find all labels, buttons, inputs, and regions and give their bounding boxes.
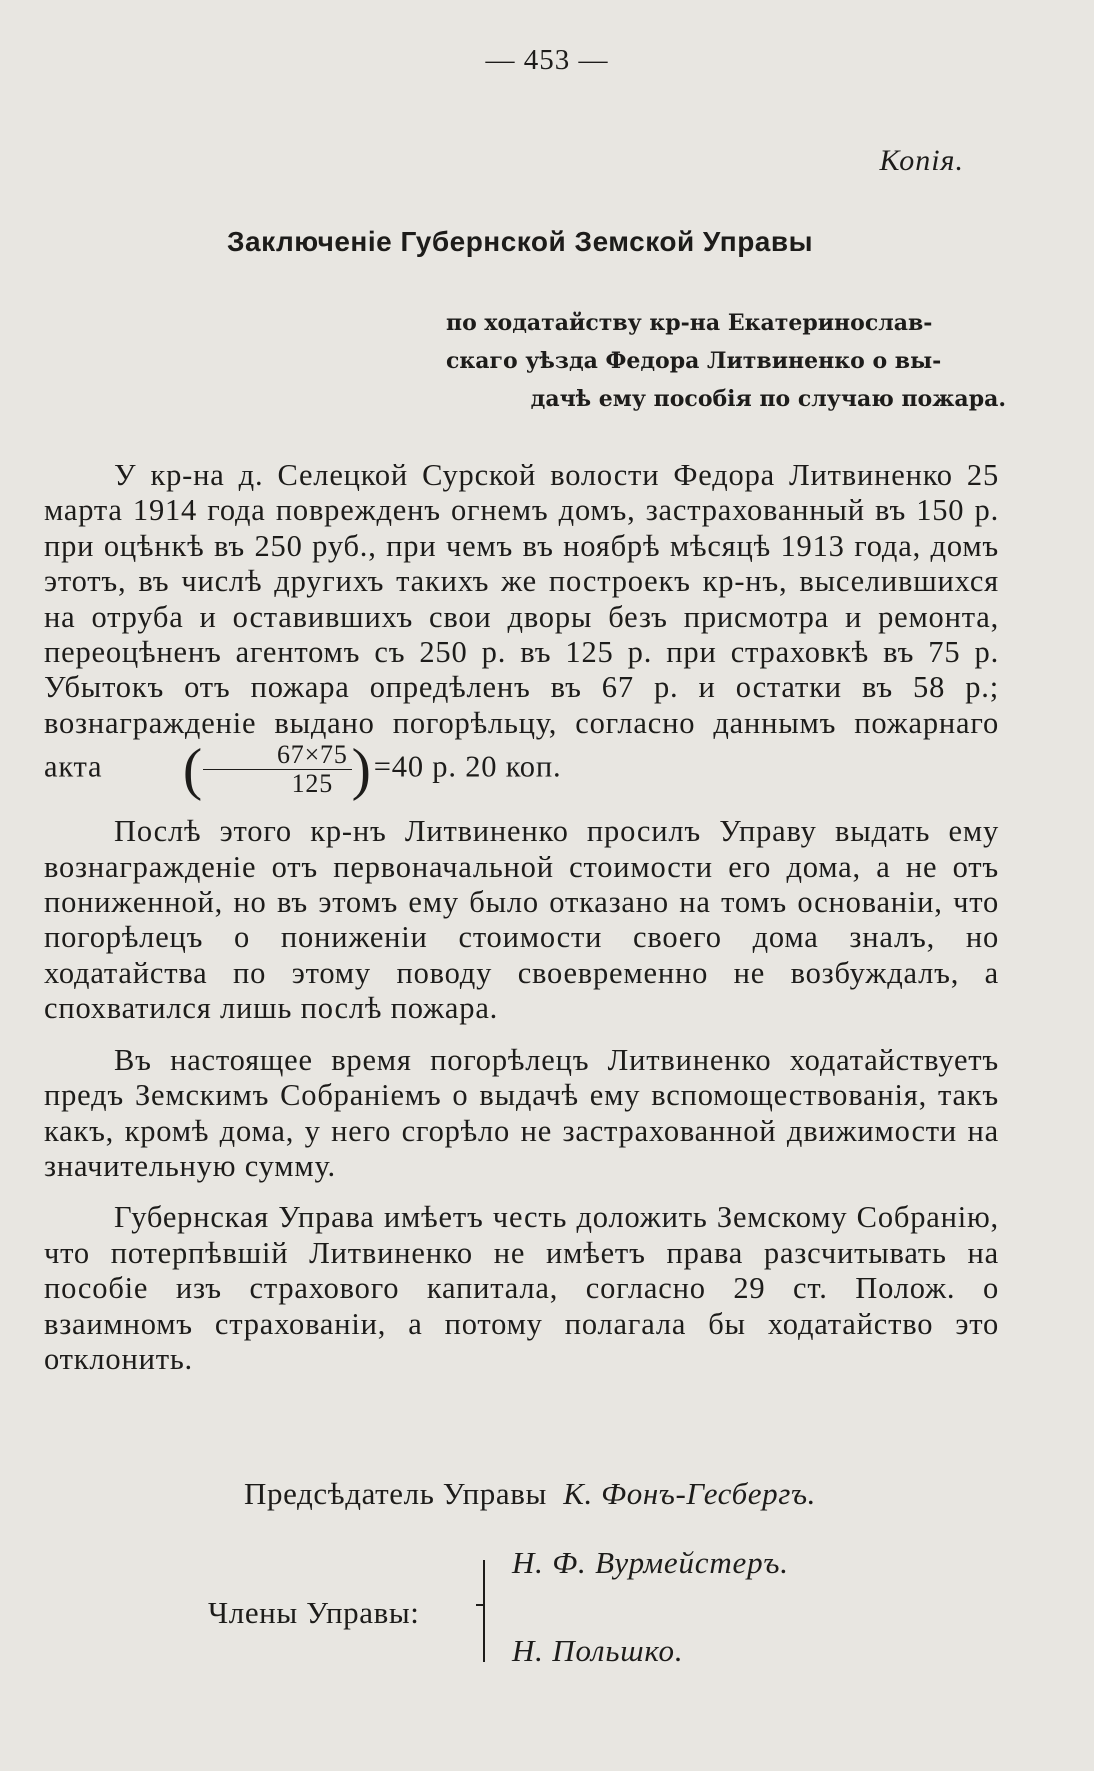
document-title: Заключеніе Губернской Земской Управы <box>226 226 813 257</box>
paragraph-1-result: =40 р. 20 коп. <box>373 749 562 784</box>
members-brace <box>483 1560 485 1662</box>
paragraph-3: Въ настоящее время погорѣлецъ Литвиненко ходатайствуетъ предъ Земскимъ Собраніемъ о выдачѣ ему вспомоществованія, такъ какъ, кромѣ дома, у него сгорѣло не застрахованной движимости на значительную сумму. <box>44 1042 999 1183</box>
chairman-signature: К. Фонъ-Гесбергъ. <box>563 1476 817 1511</box>
document-body <box>44 458 999 1377</box>
subtitle-line: скаго уѣзда Федора Литвиненко о вы- <box>446 348 942 374</box>
members-brace-tip <box>476 1604 484 1606</box>
fraction-denominator: 125 <box>291 769 333 799</box>
chairman-label: Предсѣдатель Управы <box>244 1476 547 1511</box>
chairman-line <box>244 1476 816 1512</box>
fraction-numerator: 67×75 <box>203 741 352 770</box>
damage-fraction: ( $\frac{67\times 75}{125}$ ) <box>182 736 372 802</box>
paragraph-1-text: У кр-на д. Селецкой Сурской волости Федора Литвиненко 25 марта 1914 года поврежденъ огнемъ домъ, застрахованный въ 150 р. при оцѣнкѣ въ 250 руб., при чемъ въ ноябрѣ мѣсяцѣ 1913 года, домъ этотъ, въ числѣ другихъ такихъ же построекъ кр-нъ, выселившихся на отруба и оставившихъ свои дворы безъ присмотра и ремонта, переоцѣненъ агентомъ съ 250 р. въ 125 р. при страховкѣ въ 75 р. Убытокъ отъ пожара опредѣленъ въ 67 р. и остатки въ 58 р.; вознагражденіе выдано погорѣльцу, согласно даннымъ пожарнаго акта <box>44 458 999 784</box>
subtitle-line: по ходатайству кр-на Екатеринослав- <box>446 310 933 336</box>
members-label: Члены Управы: <box>208 1595 420 1630</box>
document-subtitle <box>446 304 1006 418</box>
page-number: — 453 — <box>485 44 609 76</box>
paragraph-4: Губернская Управа имѣетъ честь доложить Земскому Собранію, что потерпѣвшій Литвиненко не имѣетъ права разсчитывать на пособіе изъ страхового капитала, согласно 29 ст. Полож. о взаимномъ страхованіи, а потому полагала бы ходатайство это отклонить. <box>44 1200 999 1376</box>
paragraph-2: Послѣ этого кр-нъ Литвиненко просилъ Управу выдать ему вознагражденіе отъ первоначальной стоимости его дома, а не отъ пониженной, но въ этомъ ему было отказано на томъ основаніи, что погорѣлецъ о пониженіи стоимости своего дома зналъ, но ходатайства по этому поводу своевременно не возбуждалъ, а спохватился лишь послѣ пожара. <box>44 814 999 1026</box>
member-signature: Н. Польшко. <box>512 1633 684 1668</box>
subtitle-line: дачѣ ему пособія по случаю пожара. <box>530 386 1006 412</box>
copy-mark: Копія. <box>879 144 964 177</box>
member-signature: Н. Ф. Вурмейстеръ. <box>512 1545 789 1580</box>
paragraph-1 <box>44 458 999 802</box>
